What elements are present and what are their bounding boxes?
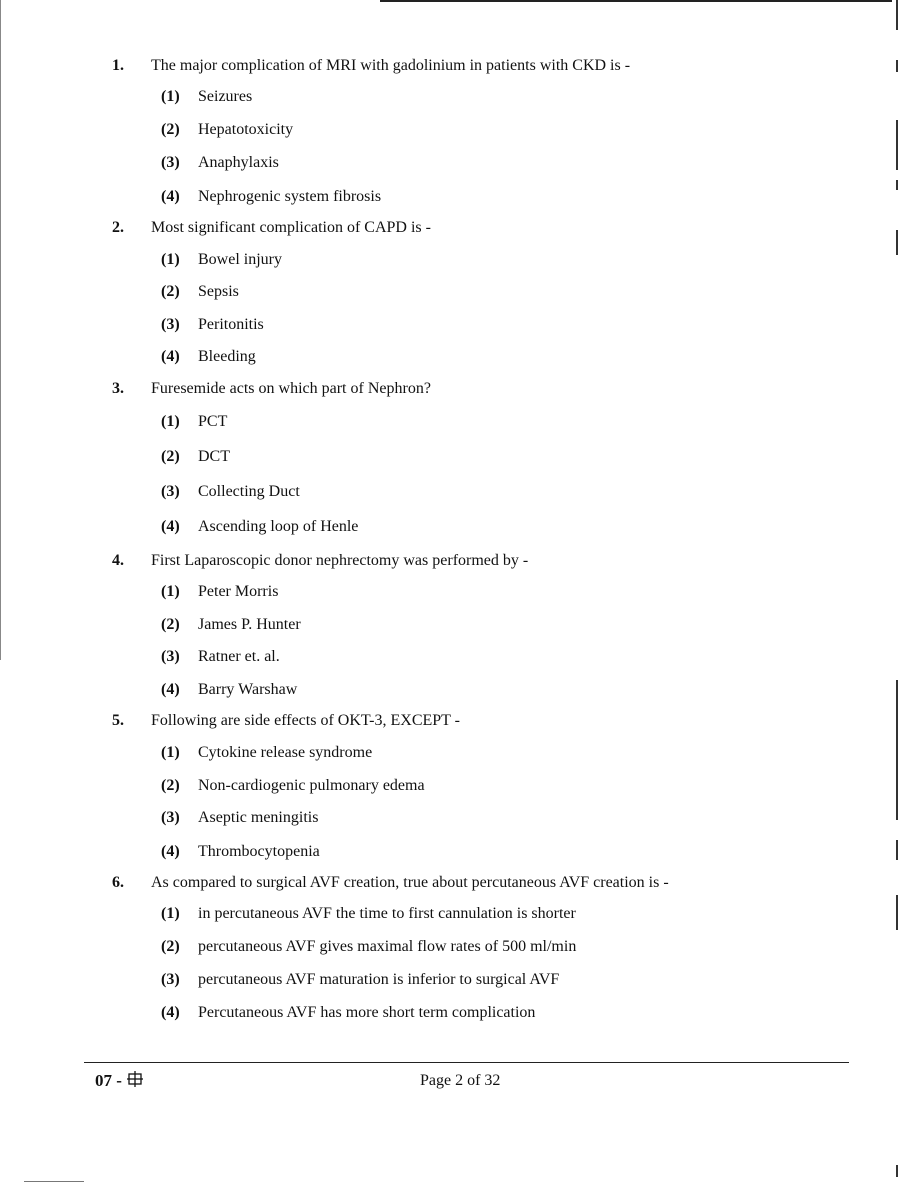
option-label: (2)	[161, 283, 180, 300]
option-label: (2)	[161, 121, 180, 138]
question-text: First Laparoscopic donor nephrectomy was performed by -	[151, 552, 529, 569]
question-number: 4.	[112, 552, 124, 569]
option-label: (4)	[161, 1004, 180, 1021]
question-number: 1.	[112, 57, 124, 74]
option-text: Ratner et. al.	[198, 648, 280, 665]
option-text: Nephrogenic system fibrosis	[198, 188, 382, 205]
option-text: Sepsis	[198, 283, 239, 300]
option-label: (1)	[161, 251, 180, 268]
question-number: 5.	[112, 712, 124, 729]
question-text: Most significant complication of CAPD is -	[151, 219, 431, 236]
option-text: percutaneous AVF gives maximal flow rates of 500 ml/min	[198, 938, 577, 955]
option-label: (3)	[161, 809, 180, 826]
option-text: Cytokine release syndrome	[198, 744, 373, 761]
question-number: 2.	[112, 219, 124, 236]
page-number: Page 2 of 32	[420, 1072, 501, 1089]
option-text: Hepatotoxicity	[198, 121, 294, 138]
footer-rule	[84, 1062, 849, 1063]
bottom-edge-line	[24, 1181, 84, 1182]
question-text: Following are side effects of OKT-3, EXCEPT -	[151, 712, 460, 729]
crosshatch-box-icon	[126, 1070, 144, 1090]
question-text: As compared to surgical AVF creation, true about percutaneous AVF creation is -	[151, 874, 669, 891]
booklet-code	[95, 1070, 144, 1091]
option-label: (2)	[161, 448, 180, 465]
option-text: Peter Morris	[198, 583, 279, 600]
option-text: Bowel injury	[198, 251, 282, 268]
option-text: Percutaneous AVF has more short term complication	[198, 1004, 536, 1021]
top-border-line	[380, 0, 892, 2]
option-label: (2)	[161, 938, 180, 955]
option-text: Collecting Duct	[198, 483, 300, 500]
option-label: (1)	[161, 88, 180, 105]
option-text: Bleeding	[198, 348, 256, 365]
option-label: (1)	[161, 744, 180, 761]
option-label: (4)	[161, 681, 180, 698]
option-text: PCT	[198, 413, 228, 430]
option-text: percutaneous AVF maturation is inferior to surgical AVF	[198, 971, 560, 988]
option-label: (3)	[161, 316, 180, 333]
option-text: James P. Hunter	[198, 616, 301, 633]
question-text: The major complication of MRI with gadolinium in patients with CKD is -	[151, 57, 631, 74]
option-label: (1)	[161, 905, 180, 922]
option-label: (4)	[161, 843, 180, 860]
question-number: 3.	[112, 380, 124, 397]
option-label: (3)	[161, 648, 180, 665]
option-text: Peritonitis	[198, 316, 264, 333]
question-text: Furesemide acts on which part of Nephron?	[151, 380, 431, 397]
option-label: (2)	[161, 616, 180, 633]
option-label: (4)	[161, 188, 180, 205]
option-text: Non-cardiogenic pulmonary edema	[198, 777, 425, 794]
option-label: (4)	[161, 348, 180, 365]
option-text: Aseptic meningitis	[198, 809, 319, 826]
option-label: (4)	[161, 518, 180, 535]
option-text: DCT	[198, 448, 230, 465]
option-label: (3)	[161, 483, 180, 500]
option-label: (1)	[161, 583, 180, 600]
option-text: Barry Warshaw	[198, 681, 298, 698]
left-edge-line	[0, 0, 1, 660]
option-label: (3)	[161, 154, 180, 171]
option-text: Thrombocytopenia	[198, 843, 320, 860]
option-label: (1)	[161, 413, 180, 430]
option-text: in percutaneous AVF the time to first cannulation is shorter	[198, 905, 576, 922]
scan-edge-marks	[890, 0, 900, 1183]
option-text: Seizures	[198, 88, 253, 105]
option-text: Anaphylaxis	[198, 154, 279, 171]
question-number: 6.	[112, 874, 124, 891]
booklet-code-text: 07 -	[95, 1071, 122, 1090]
option-label: (3)	[161, 971, 180, 988]
option-label: (2)	[161, 777, 180, 794]
option-text: Ascending loop of Henle	[198, 518, 359, 535]
